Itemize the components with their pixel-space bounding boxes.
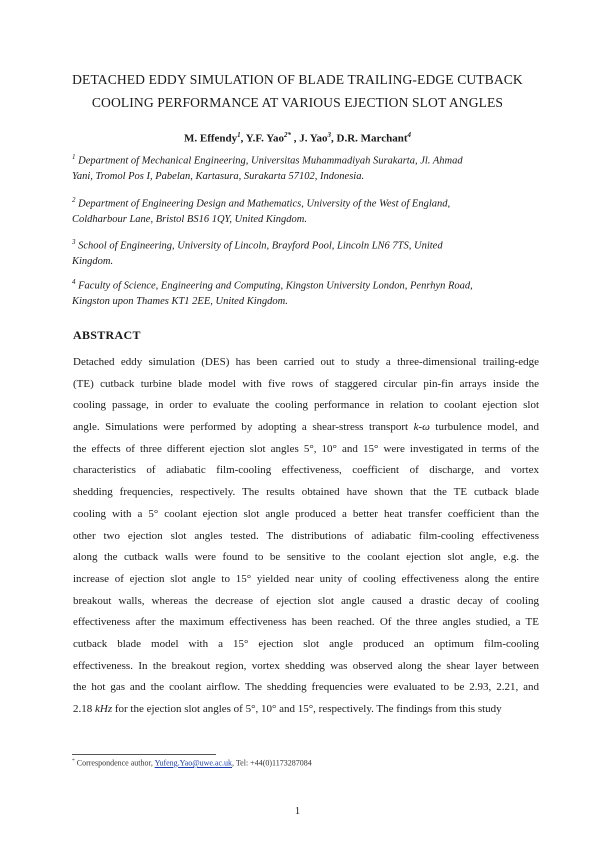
affiliation-number: 2 [72,196,76,204]
author-affiliation-mark: 1 [237,131,241,139]
affiliation-line: Kingston upon Thames KT1 2EE, United Kingdom. [72,295,288,307]
affiliation-line: Department of Engineering Design and Mathematics, University of the West of England, [78,198,451,210]
affiliation-3 [72,235,542,269]
author-affiliation-mark: 2 [283,131,288,139]
affiliation-line: Coldharbour Lane, Bristol BS16 1QY, United Kingdom. [72,213,308,225]
title-line-2: COOLING PERFORMANCE AT VARIOUS EJECTION SLOT ANGLES [91,95,504,110]
abstract-line: cutback blade model with a 15° ejection slot angle produced an optimum film-cooling [73,637,539,650]
abstract-heading: ABSTRACT [73,328,141,342]
abstract-line: increase of ejection slot angle to 15° yielded near unity of cooling effectiveness along the entire [73,572,539,585]
abstract-line: the hot gas and the coolant airflow. The shedding frequencies were evaluated to be 2.93, 2.21, and [73,681,539,694]
affiliation-4 [72,275,542,309]
affiliation-line: School of Engineering, University of Lincoln, Brayford Pool, Lincoln LN6 7TS, United [78,240,443,252]
footnote-suffix: , Tel: +44(0)1173287084 [232,758,312,768]
abstract-line: angle. Simulations were performed by adopting a shear-stress transport k-ω turbulence model, and [73,421,539,434]
footnote [72,758,312,768]
abstract-line: characteristics of adiabatic film-cooling effectiveness, coefficient of discharge, and vortex [73,464,539,477]
author-affiliation-mark: 4 [407,131,412,139]
abstract-line: 2.18 kHz for the ejection slot angles of 5°, 10° and 15°, respectively. The findings from this study [73,703,502,715]
abstract-line: (TE) cutback turbine blade model with five rows of staggered circular pin-fin arrays inside the [73,377,539,390]
footnote-marker: * [72,758,75,764]
title-line-1: DETACHED EDDY SIMULATION OF BLADE TRAILING-EDGE CUTBACK [72,72,523,87]
footnote-prefix: Correspondence author, [76,758,153,768]
abstract-line: along the cutback walls were found to be sensitive to the coolant ejection slot angle, e.g. the [73,551,539,564]
affiliation-1 [72,150,542,184]
paper-title [60,68,535,114]
page-number: 1 [294,806,301,817]
affiliation-number: 3 [72,238,76,246]
email-link[interactable]: Yufeng.Yao@uwe.ac.uk [154,758,232,768]
abstract-line: the effects of three different ejection slot angles 5°, 10° and 15° were investigated in terms of the [73,442,539,455]
author-list: M. Effendy$^1$, Y.F. Yao$^{2*}$ , J. Yao$^3$, D.R. Marchant$^4$ [183,131,412,145]
abstract-line: other two ejection slot angles tested. The distributions of adiabatic film-cooling effectiveness [73,529,539,542]
abstract-line: effectiveness after the maximum effectiveness has been reached. Of the three angles studied, a TE [73,616,539,629]
abstract-line: cooling passage, in order to evaluate the cooling performance in relation to coolant ejection slot [73,399,539,412]
abstract-line: Detached eddy simulation (DES) has been carried out to study a three-dimensional trailing-edge [73,356,539,368]
affiliation-line: Yani, Tromol Pos I, Pabelan, Kartasura, Surakarta 57102, Indonesia. [72,170,365,182]
affiliation-2 [72,193,542,227]
author-name: D.R. Marchant [336,132,408,145]
author-affiliation-mark: 3 [327,131,332,139]
author-name: J. Yao [299,132,328,145]
abstract-line: effectiveness. In the breakout region, vortex shedding was observed along the shear layer between [73,659,539,672]
affiliation-number: 4 [72,278,76,286]
abstract-body [73,352,539,721]
abstract-line: breakout walls, whereas the decrease of ejection slot angle caused a drastic decay of cooling [73,594,539,607]
affiliation-line: Department of Mechanical Engineering, Universitas Muhammadiyah Surakarta, Jl. Ahmad [78,155,463,167]
abstract-line: shedding frequencies, respectively. The results obtained have shown that the TE cutback blade [73,486,539,499]
affiliation-line: Kingdom. [72,255,114,267]
author-name: M. Effendy [183,132,238,145]
corresponding-author-mark: * [287,131,291,139]
abstract-line: cooling with a 5° coolant ejection slot angle produced a better heat transfer coefficient than the [73,507,539,520]
author-name: Y.F. Yao [245,132,284,145]
affiliation-line: Faculty of Science, Engineering and Computing, Kingston University London, Penrhyn Road, [78,280,473,292]
footnote-divider [72,754,216,755]
affiliation-number: 1 [72,153,76,161]
